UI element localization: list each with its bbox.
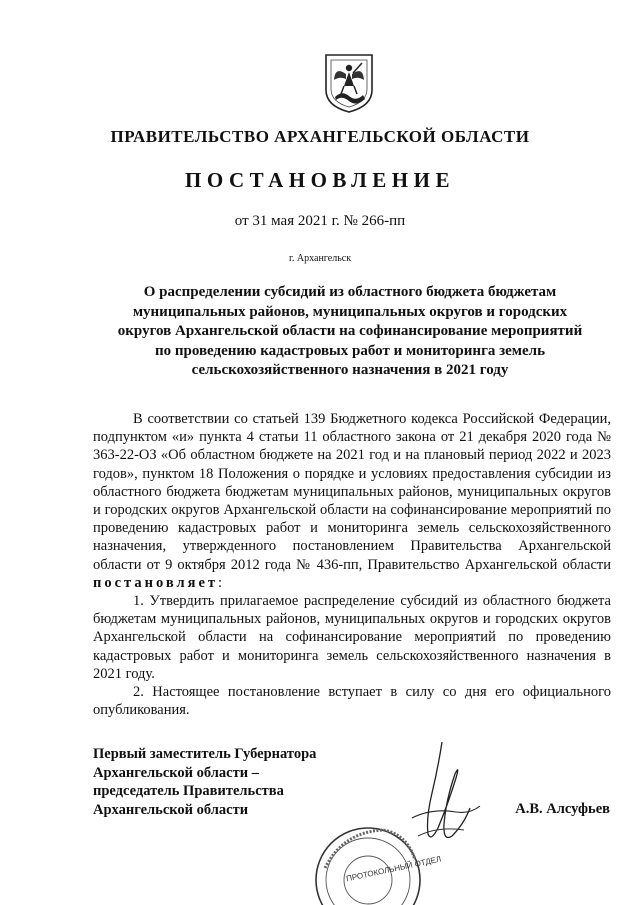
- resolves-punctuation: :: [218, 574, 223, 591]
- document-title-line: округов Архангельской области на софинансирование мероприятий: [117, 323, 583, 339]
- resolves-word: постановляет: [93, 574, 219, 591]
- document-body: [93, 410, 611, 719]
- coat-of-arms-icon: [322, 52, 376, 114]
- signer-name: А.В. Алсуфьев: [515, 801, 610, 817]
- item-2-paragraph: 2. Настоящее постановление вступает в силу со дня его официального опубликования.: [93, 684, 611, 719]
- signatory-position-line: Архангельской области: [93, 801, 249, 818]
- document-title-line: О распределении субсидий из областного бюджета бюджетам: [143, 284, 557, 300]
- signatory-position-line: председатель Правительства: [93, 783, 284, 799]
- document-title-line: муниципальных районов, муниципальных округов и городских: [132, 303, 568, 320]
- document-title: [110, 283, 590, 381]
- document-title-line: сельскохозяйственного назначения в 2021 году: [191, 362, 509, 378]
- document-city: г. Архангельск: [288, 253, 352, 264]
- document-title-line: по проведению кадастровых работ и мониторинга земель: [154, 342, 546, 359]
- signatory-position-line: Архангельской области –: [93, 764, 259, 781]
- signatory-position-line: Первый заместитель Губернатора: [93, 746, 317, 762]
- preamble-text: В соответствии со статьей 139 Бюджетного кодекса Российской Федерации, подпунктом «и» пункта 4 статьи 11 областного закона от 21 декабря 2020 года № 363-22-ОЗ «Об областном бюджете на 2021 год и на плановый период 2022 и 2023 годов», пунктом 18 Положения о порядке и условиях предоставления субсидии из областного бюджета бюджетам муниципальных районов, муниципальных округов и городских округов Архангельской области на софинансирование мероприятий по проведению кадастровых работ и мониторинга земель сельскохозяйственного назначения, утвержденного постановлением Правительства Архангельской области от 9 октября 2012 года № 436-пп, Правительство Архангельской области: [93, 411, 611, 573]
- preamble-paragraph: [93, 410, 611, 592]
- item-1-paragraph: 1. Утвердить прилагаемое распределение субсидий из областного бюджета бюджетам муниципальных районов, муниципальных округов и городских округов Архангельской области на софинансирование мероприятий по проведению кадастровых работ и мониторинга земель сельскохозяйственного назначения в 2021 году.: [93, 593, 611, 682]
- government-name: ПРАВИТЕЛЬСТВО АРХАНГЕЛЬСКОЙ ОБЛАСТИ: [110, 127, 530, 146]
- document-type: ПОСТАНОВЛЕНИЕ: [185, 168, 455, 192]
- official-stamp-icon: [313, 808, 442, 905]
- document-date-number: от 31 мая 2021 г. № 266-пп: [234, 213, 406, 229]
- stamp-text: ПРОТОКОЛЬНЫЙ ОТДЕЛ: [345, 854, 442, 884]
